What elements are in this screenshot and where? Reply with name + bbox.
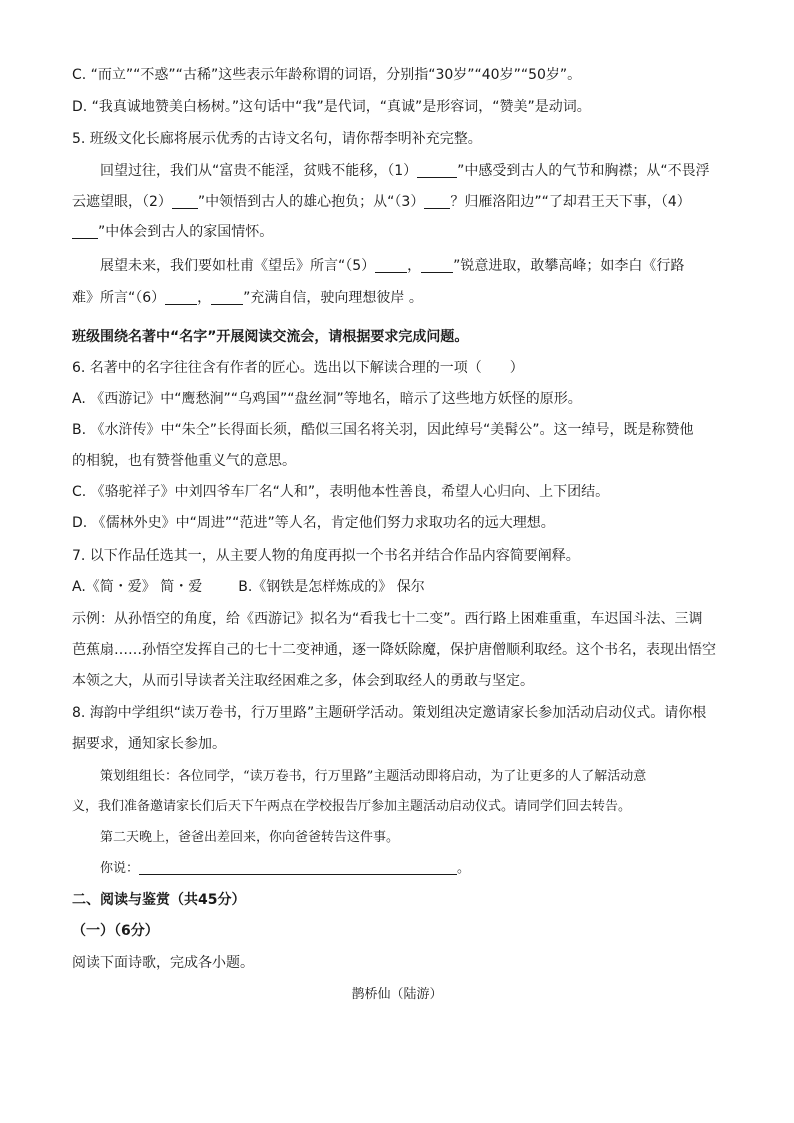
- q7-example-line-1: 示例：从孙悟空的角度，给《西游记》拟名为“看我七十二变”。西行路上困难重重，车迟国斗法、三调: [72, 611, 703, 627]
- section-intro-names: 班级围绕名著中“名字”开展阅读交流会，请根据要求完成问题。: [72, 329, 469, 345]
- q8-answer-blank[interactable]: [139, 860, 457, 875]
- q6-option-a: A. 《西游记》中“鹰愁涧”“乌鸡国”“盘丝洞”等地名，暗示了这些地方妖怪的原形。: [72, 391, 582, 407]
- q8-answer-line: [100, 859, 470, 879]
- q5-text: 云遮望眼，（2）: [72, 194, 172, 210]
- answer-blank-1[interactable]: [417, 163, 457, 178]
- q5-text: ”中感受到古人的气节和胸襟；从“不畏浮: [457, 163, 710, 179]
- answer-blank-2[interactable]: [172, 194, 198, 209]
- question-5-prompt: 5. 班级文化长廊将展示优秀的古诗文名句，请你帮李明补充完整。: [72, 131, 482, 147]
- q8-scenario-line-3: 第二天晚上，爸爸出差回来，你向爸爸转告这件事。: [100, 830, 400, 845]
- q5-passage-line-5: [72, 288, 423, 308]
- answer-blank-6b[interactable]: [211, 290, 243, 305]
- answer-blank-4[interactable]: [72, 224, 98, 239]
- q5-text: ”中领悟到古人的雄心抱负；从“（3）: [197, 194, 425, 210]
- q6-option-b-line-1: B. 《水浒传》中“朱仝”长得面长须，酷似三国名将关羽，因此绰号“美髯公”。这一绰号，既是称赞他: [72, 422, 694, 438]
- q8-answer-label: 你说：: [100, 861, 140, 876]
- q7-choice-a: A.《简・爱》 简・爱: [72, 579, 203, 595]
- q8-scenario-line-2: 义，我们准备邀请家长们后天下午两点在学校报告厅参加主题活动启动仪式。请同学们回去转告。: [72, 799, 632, 814]
- question-8-prompt-line-1: 8. 海韵中学组织“读万卷书，行万里路”主题研学活动。策划组决定邀请家长参加活动启动仪式。请你根: [72, 705, 707, 721]
- q5-text: ”锐意进取，敢攀高峰；如李白《行路: [453, 258, 685, 274]
- q6-option-d: D. 《儒林外史》中“周进”“范进”等人名，肯定他们努力求取功名的远大理想。: [72, 515, 555, 531]
- section-2-heading: 二、阅读与鉴赏（共45分）: [72, 892, 246, 908]
- option-c-age-terms: C. “而立”“不惑”“古稀”这些表示年龄称谓的词语，分别指“30岁”“40岁”“50岁”。: [72, 67, 582, 83]
- q7-example-line-3: 本领之大，从而引导读者关注取经困难之多，体会到取经人的勇敢与坚定。: [72, 673, 534, 689]
- q6-option-c: C. 《骆驼祥子》中刘四爷车厂名“人和”，表明他本性善良，希望人心归向、上下团结。: [72, 484, 610, 500]
- q5-text: ”充满自信，驶向理想彼岸 。: [243, 290, 423, 306]
- poem-title: 鹊桥仙（陆游）: [351, 987, 443, 1002]
- q5-passage-line-1: [100, 161, 710, 181]
- option-d-parts-of-speech: D. “我真诚地赞美白杨树。”这句话中“我”是代词，“真诚”是形容词，“赞美”是动词。: [72, 99, 591, 115]
- q5-text: ？归雁洛阳边”“了却君王天下事，（4）: [450, 194, 691, 210]
- q5-text: 难》所言“（6）: [72, 290, 166, 306]
- q8-answer-period: 。: [457, 861, 471, 876]
- question-6-prompt: 6. 名著中的名字往往含有作者的匠心。选出以下解读合理的一项（ ）: [72, 360, 524, 376]
- answer-blank-6a[interactable]: [165, 290, 197, 305]
- q5-passage-line-2: [72, 192, 691, 212]
- q5-text: ，: [407, 258, 422, 274]
- q5-passage-line-4: [100, 256, 684, 276]
- question-7-prompt: 7. 以下作品任选其一，从主要人物的角度再拟一个书名并结合作品内容简要阐释。: [72, 548, 580, 564]
- q7-example-line-2: 芭蕉扇……孙悟空发挥自己的七十二变神通，逐一降妖除魔，保护唐僧顺利取经。这个书名，表现出悟空: [72, 642, 716, 658]
- q5-text: 回望过往，我们从“富贵不能淫，贫贱不能移，（1）: [100, 163, 418, 179]
- q5-passage-line-3: [72, 222, 273, 242]
- poem-instruction: 阅读下面诗歌，完成各小题。: [72, 955, 254, 971]
- answer-blank-5b[interactable]: [421, 258, 453, 273]
- q5-text: 展望未来，我们要如杜甫《望岳》所言“（5）: [100, 258, 376, 274]
- q7-options: [72, 577, 425, 597]
- q6-option-b-line-2: 的相貌，也有赞誉他重义气的意思。: [72, 453, 296, 469]
- q8-scenario-line-1: 策划组组长：各位同学，“读万卷书，行万里路”主题活动即将启动，为了让更多的人了解活动意: [100, 769, 647, 784]
- q7-choice-b: B.《钢铁是怎样炼成的》 保尔: [238, 579, 425, 595]
- answer-blank-5a[interactable]: [375, 258, 407, 273]
- question-8-prompt-line-2: 据要求，通知家长参加。: [72, 736, 226, 752]
- subsection-1-heading: （一）（6分）: [72, 923, 159, 939]
- q5-text: ”中体会到古人的家国情怀。: [98, 224, 274, 240]
- answer-blank-3[interactable]: [424, 194, 450, 209]
- q5-text: ，: [197, 290, 212, 306]
